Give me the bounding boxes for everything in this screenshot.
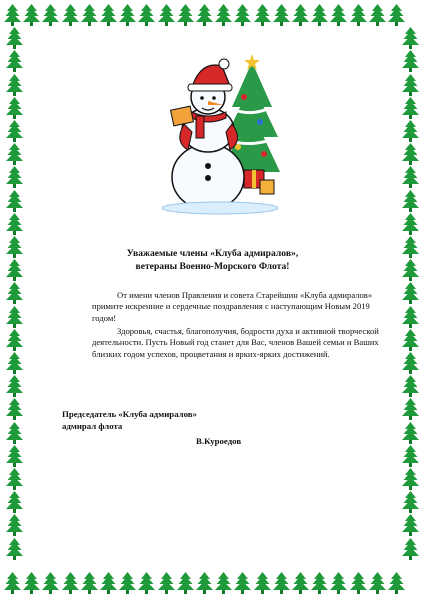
fir-tree-icon <box>388 572 405 594</box>
paragraph-line: близких годом успехов, процветания и ярких-ярких достижений. <box>92 348 330 359</box>
fir-tree-icon <box>6 213 23 235</box>
fir-tree-icon <box>402 120 419 142</box>
fir-tree-icon <box>6 538 23 560</box>
fir-tree-icon <box>42 572 59 594</box>
fir-tree-icon <box>158 572 175 594</box>
fir-tree-icon <box>6 514 23 536</box>
fir-tree-icon <box>402 306 419 328</box>
fir-tree-icon <box>177 572 194 594</box>
fir-tree-icon <box>402 282 419 304</box>
fir-tree-icon <box>6 398 23 420</box>
fir-tree-icon <box>62 4 79 26</box>
greeting-line-1: Уважаемые члены «Клуба адмиралов», <box>126 248 299 259</box>
fir-tree-icon <box>402 468 419 490</box>
fir-tree-icon <box>402 190 419 212</box>
fir-tree-icon <box>402 538 419 560</box>
signature-title-line-2: адмирал флота <box>62 421 123 431</box>
fir-tree-icon <box>402 329 419 351</box>
fir-tree-icon <box>158 4 175 26</box>
fir-tree-icon <box>6 190 23 212</box>
fir-tree-icon <box>254 572 271 594</box>
fir-tree-icon <box>402 514 419 536</box>
fir-tree-icon <box>6 282 23 304</box>
fir-tree-icon <box>402 143 419 165</box>
fir-tree-icon <box>6 50 23 72</box>
paragraph-line: примите искренние и сердечные поздравления с наступающим Новым 2019 <box>92 301 370 312</box>
fir-tree-icon <box>196 4 213 26</box>
fir-tree-icon <box>311 4 328 26</box>
signature-title-line-1: Председатель «Клуба адмиралов» <box>62 409 197 419</box>
fir-tree-icon <box>234 4 251 26</box>
fir-tree-icon <box>402 50 419 72</box>
fir-tree-icon <box>402 445 419 467</box>
signature-name: В.Куроедов <box>196 436 242 446</box>
fir-tree-icon <box>402 213 419 235</box>
snowman-christmas-tree-icon <box>160 52 280 217</box>
fir-tree-icon <box>402 27 419 49</box>
fir-tree-icon <box>6 329 23 351</box>
fir-tree-icon <box>6 166 23 188</box>
fir-tree-icon <box>81 4 98 26</box>
fir-tree-icon <box>6 120 23 142</box>
fir-tree-icon <box>402 422 419 444</box>
paragraph-line: деятельности. Пусть Новый год станет для Вас, членов Вашей семьи и Ваших <box>92 337 379 348</box>
fir-tree-icon <box>215 4 232 26</box>
fir-tree-icon <box>23 4 40 26</box>
fir-tree-icon <box>42 4 59 26</box>
fir-tree-icon <box>62 572 79 594</box>
fir-tree-icon <box>119 4 136 26</box>
fir-tree-icon <box>4 572 21 594</box>
fir-tree-icon <box>402 97 419 119</box>
fir-tree-icon <box>100 4 117 26</box>
fir-tree-icon <box>6 352 23 374</box>
paragraph-line: От имени членов Правления и совета Старейшин «Клуба адмиралов» <box>117 290 373 300</box>
fir-tree-icon <box>388 4 405 26</box>
fir-tree-icon <box>100 572 117 594</box>
fir-tree-icon <box>177 4 194 26</box>
paragraph-line: Здоровья, счастья, благополучия, бодрости духа и активной творческой <box>117 326 379 336</box>
fir-tree-icon <box>23 572 40 594</box>
paragraph-line: годом! <box>92 312 117 323</box>
fir-tree-icon <box>402 375 419 397</box>
fir-tree-icon <box>330 4 347 26</box>
fir-tree-icon <box>402 74 419 96</box>
fir-tree-icon <box>138 572 155 594</box>
fir-tree-icon <box>292 4 309 26</box>
fir-tree-icon <box>6 306 23 328</box>
fir-tree-icon <box>402 491 419 513</box>
fir-tree-icon <box>215 572 232 594</box>
fir-tree-icon <box>4 4 21 26</box>
fir-tree-icon <box>6 74 23 96</box>
fir-tree-icon <box>273 4 290 26</box>
fir-tree-icon <box>6 422 23 444</box>
fir-tree-icon <box>311 572 328 594</box>
fir-tree-icon <box>369 4 386 26</box>
fir-tree-icon <box>6 97 23 119</box>
fir-tree-icon <box>196 572 213 594</box>
fir-tree-icon <box>402 352 419 374</box>
greeting-line-2: ветераны Военно-Морского Флота! <box>135 261 290 272</box>
fir-tree-icon <box>81 572 98 594</box>
fir-tree-icon <box>402 398 419 420</box>
fir-tree-icon <box>138 4 155 26</box>
fir-tree-icon <box>292 572 309 594</box>
fir-tree-icon <box>119 572 136 594</box>
fir-tree-icon <box>369 572 386 594</box>
fir-tree-icon <box>350 572 367 594</box>
fir-tree-icon <box>6 143 23 165</box>
fir-tree-icon <box>6 468 23 490</box>
fir-tree-icon <box>6 27 23 49</box>
fir-tree-icon <box>350 4 367 26</box>
fir-tree-icon <box>273 572 290 594</box>
letter-paragraph-2 <box>92 326 390 360</box>
fir-tree-icon <box>330 572 347 594</box>
fir-tree-icon <box>254 4 271 26</box>
letter-paragraph-1 <box>92 290 390 324</box>
fir-tree-icon <box>6 375 23 397</box>
fir-tree-icon <box>234 572 251 594</box>
fir-tree-icon <box>6 445 23 467</box>
fir-tree-icon <box>6 491 23 513</box>
fir-tree-icon <box>402 166 419 188</box>
